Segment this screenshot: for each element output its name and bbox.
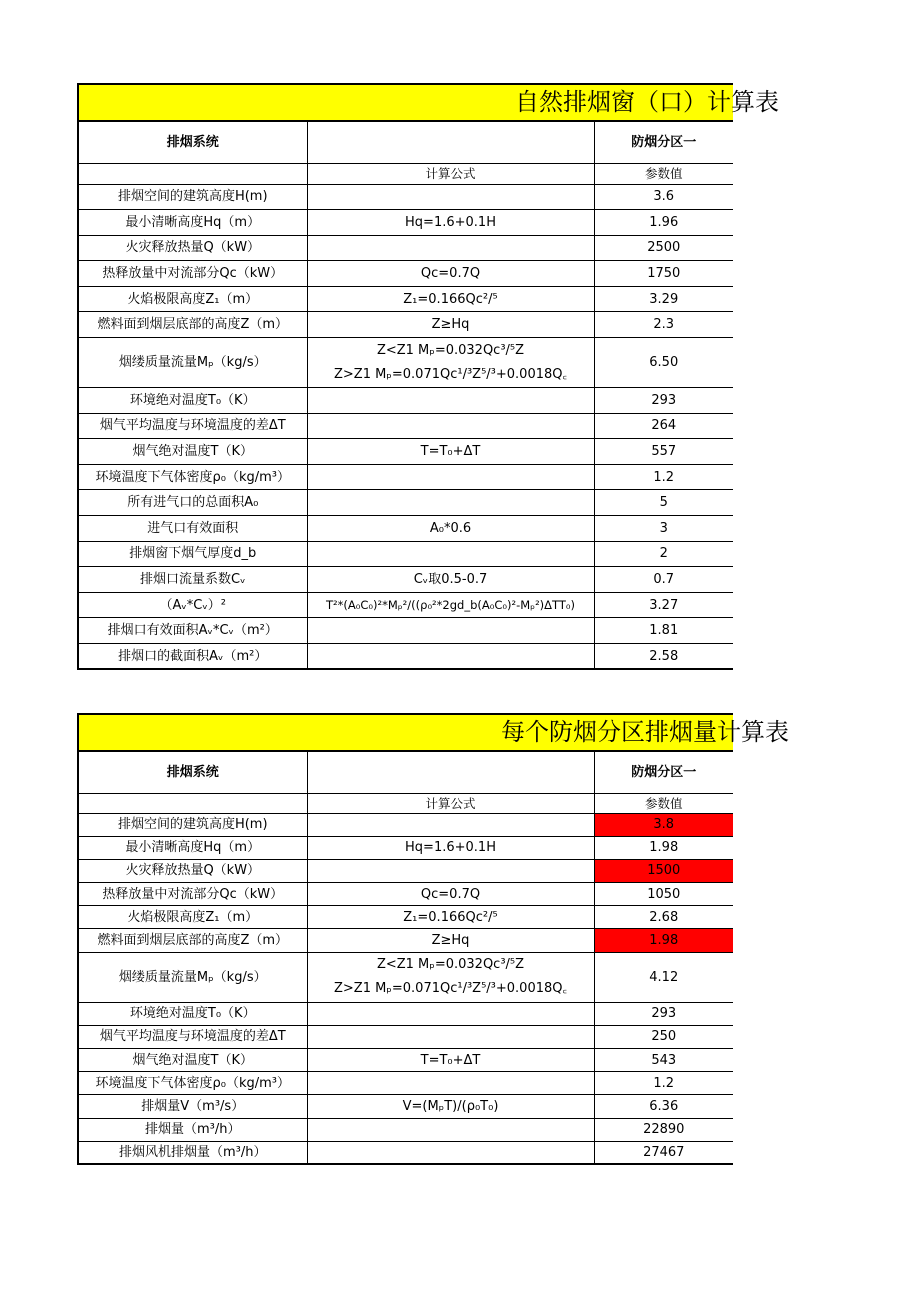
table-row [78,906,733,929]
smoke-exhaust-volume-table [77,713,790,1165]
row-value: 2500 [594,235,733,261]
row-label: 所有进气口的总面积A₀ [78,490,307,516]
row-label: 烟气平均温度与环境温度的差ΔT [78,1025,307,1048]
row-formula [307,859,594,882]
row-label: 排烟风机排烟量（m³/h） [78,1141,307,1164]
table-row [78,836,733,859]
formula-header-blank [307,751,594,793]
row-label: 火焰极限高度Z₁（m） [78,906,307,929]
table-row [78,567,733,593]
row-label: 环境绝对温度T₀（K） [78,1002,307,1025]
row-label: 燃料面到烟层底部的高度Z（m） [78,312,307,338]
row-formula [307,1118,594,1141]
row-formula [307,644,594,670]
row-formula: T=T₀+ΔT [307,1049,594,1072]
table-row [78,813,733,836]
system-header: 排烟系统 [78,121,307,163]
row-label: 排烟量V（m³/s） [78,1095,307,1118]
row-label: 排烟空间的建筑高度H(m) [78,813,307,836]
row-value: 4.12 [594,952,733,1002]
row-label: 排烟量（m³/h） [78,1118,307,1141]
row-formula: T²*(A₀C₀)²*Mₚ²/((ρ₀²*2gd_b(A₀C₀)²-Mₚ²)ΔTT₀) [307,592,594,618]
row-value: 250 [594,1025,733,1048]
row-formula [307,618,594,644]
row-value: 6.36 [594,1095,733,1118]
row-formula [307,1025,594,1048]
system-header: 排烟系统 [78,751,307,793]
row-label: 排烟口流量系数Cᵥ [78,567,307,593]
row-label: 火灾释放热量Q（kW） [78,235,307,261]
table-row [78,618,733,644]
row-value: 2 [594,541,733,567]
row-label: （Aᵥ*Cᵥ）² [78,592,307,618]
table-row [78,1141,733,1164]
subheader-blank [78,793,307,813]
formula-line-2: Z>Z1 Mₚ=0.071Qc¹/³Z⁵/³+0.0018Q꜀ [333,981,567,997]
row-value: 2.3 [594,312,733,338]
table-row [78,1049,733,1072]
row-formula: Z₁=0.166Qc²/⁵ [307,286,594,312]
value-column-label: 参数值 [594,793,733,813]
row-value: 1.96 [594,210,733,236]
table-row [78,439,733,465]
formula-line-2: Z>Z1 Mₚ=0.071Qc¹/³Z⁵/³+0.0018Q꜀ [333,366,567,382]
row-label: 烟缕质量流量Mₚ（kg/s） [78,952,307,1002]
row-label: 进气口有效面积 [78,516,307,542]
table-row [78,1118,733,1141]
row-formula: Z≥Hq [307,312,594,338]
row-formula: Hq=1.6+0.1H [307,836,594,859]
row-value: 3 [594,516,733,542]
table-row [78,261,733,287]
row-formula [307,1002,594,1025]
zone-header: 防烟分区一 [594,121,733,163]
row-value: 543 [594,1049,733,1072]
table-row [78,952,733,1002]
row-label: 排烟窗下烟气厚度d_b [78,541,307,567]
row-formula [307,388,594,414]
row-formula [307,464,594,490]
table-row [78,464,733,490]
table-row [78,592,733,618]
row-value: 1500 [594,859,733,882]
row-label: 环境绝对温度T₀（K） [78,388,307,414]
row-label: 烟缕质量流量Mₚ（kg/s） [78,338,307,388]
table-row [78,1072,733,1095]
row-value: 2.58 [594,644,733,670]
row-label: 燃料面到烟层底部的高度Z（m） [78,929,307,952]
row-formula [307,1072,594,1095]
table-row [78,490,733,516]
row-value: 293 [594,1002,733,1025]
table-row [78,929,733,952]
row-formula: Z≥Hq [307,929,594,952]
table-row [78,644,733,670]
row-value: 1.98 [594,836,733,859]
row-value: 3.29 [594,286,733,312]
row-label: 环境温度下气体密度ρ₀（kg/m³） [78,1072,307,1095]
row-label: 火焰极限高度Z₁（m） [78,286,307,312]
table-row [78,1025,733,1048]
table-row [78,516,733,542]
row-formula: Z₁=0.166Qc²/⁵ [307,906,594,929]
table-title: 自然排烟窗（口）计算表 [78,84,733,121]
table-row [78,235,733,261]
row-formula: Qc=0.7Q [307,883,594,906]
row-value: 27467 [594,1141,733,1164]
row-formula: T=T₀+ΔT [307,439,594,465]
row-value: 1.2 [594,1072,733,1095]
row-value: 22890 [594,1118,733,1141]
table-row [78,413,733,439]
zone-header: 防烟分区一 [594,751,733,793]
table-row [78,541,733,567]
formula-line-1: Z<Z1 Mₚ=0.032Qc³/⁵Z [376,957,525,973]
row-value: 1.81 [594,618,733,644]
row-formula [307,1141,594,1164]
row-value: 5 [594,490,733,516]
row-formula [307,813,594,836]
formula-column-label: 计算公式 [307,163,594,184]
table-row [78,210,733,236]
table-row [78,883,733,906]
table-row [78,1002,733,1025]
row-formula [307,413,594,439]
row-formula [307,952,594,1002]
row-value: 2.68 [594,906,733,929]
row-value: 0.7 [594,567,733,593]
row-label: 烟气绝对温度T（K） [78,439,307,465]
row-value: 6.50 [594,338,733,388]
row-value: 264 [594,413,733,439]
formula-header-blank [307,121,594,163]
row-value: 293 [594,388,733,414]
table-title: 每个防烟分区排烟量计算表 [78,714,733,751]
row-formula [307,338,594,388]
row-label: 热释放量中对流部分Qc（kW） [78,261,307,287]
row-formula: Qc=0.7Q [307,261,594,287]
row-label: 烟气绝对温度T（K） [78,1049,307,1072]
row-value: 1.2 [594,464,733,490]
table-row [78,1095,733,1118]
table-row [78,286,733,312]
row-formula [307,490,594,516]
row-value: 1050 [594,883,733,906]
row-value: 3.8 [594,813,733,836]
row-formula: A₀*0.6 [307,516,594,542]
row-label: 热释放量中对流部分Qc（kW） [78,883,307,906]
row-label: 最小清晰高度Hq（m） [78,836,307,859]
row-label: 排烟空间的建筑高度H(m) [78,184,307,210]
formula-column-label: 计算公式 [307,793,594,813]
subheader-blank [78,163,307,184]
natural-smoke-window-table [77,83,780,670]
table-row [78,338,733,388]
row-formula [307,541,594,567]
row-formula [307,235,594,261]
table-row [78,184,733,210]
row-formula: Cᵥ取0.5-0.7 [307,567,594,593]
row-label: 排烟口的截面积Aᵥ（m²） [78,644,307,670]
row-formula [307,184,594,210]
row-label: 排烟口有效面积Aᵥ*Cᵥ（m²） [78,618,307,644]
formula-line-1: Z<Z1 Mₚ=0.032Qc³/⁵Z [376,342,525,358]
row-formula: Hq=1.6+0.1H [307,210,594,236]
row-label: 最小清晰高度Hq（m） [78,210,307,236]
row-value: 557 [594,439,733,465]
table-row [78,388,733,414]
row-value: 3.6 [594,184,733,210]
table-row [78,859,733,882]
row-value: 1.98 [594,929,733,952]
row-label: 火灾释放热量Q（kW） [78,859,307,882]
value-column-label: 参数值 [594,163,733,184]
row-formula: V=(MₚT)/(ρ₀T₀) [307,1095,594,1118]
row-value: 3.27 [594,592,733,618]
table-row [78,312,733,338]
row-value: 1750 [594,261,733,287]
row-label: 环境温度下气体密度ρ₀（kg/m³） [78,464,307,490]
row-label: 烟气平均温度与环境温度的差ΔT [78,413,307,439]
